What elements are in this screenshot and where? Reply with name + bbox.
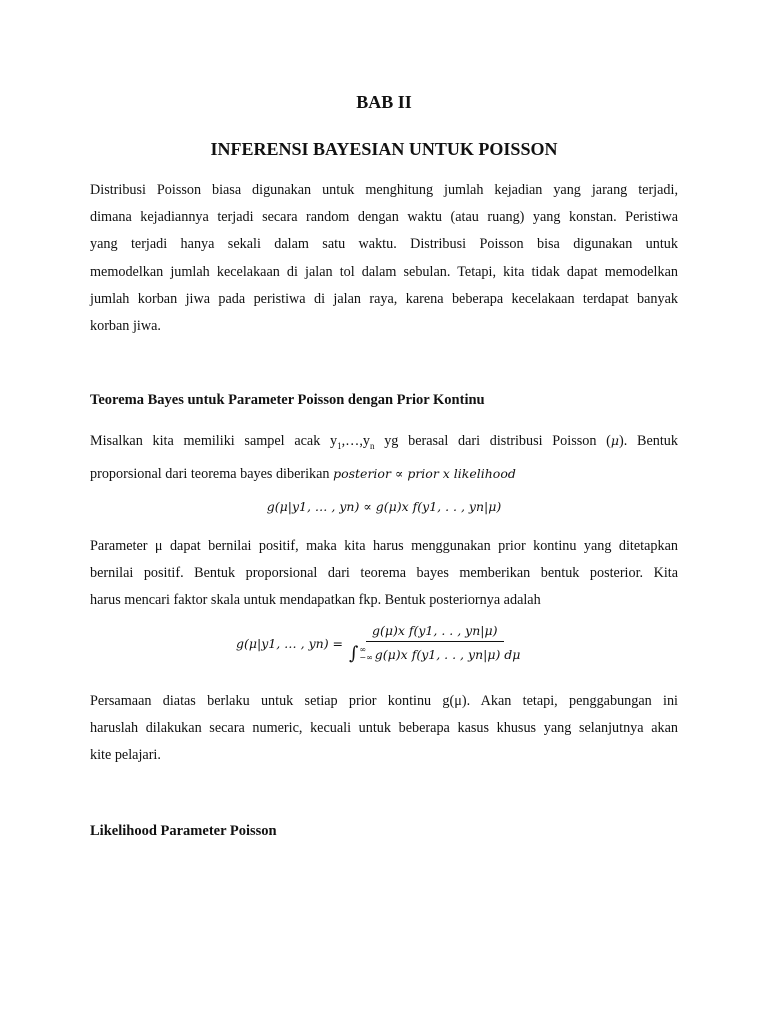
- section-heading-bayes: Teorema Bayes untuk Parameter Poisson dengan Prior Kontinu: [90, 392, 485, 408]
- intro-line: Distribusi Poisson biasa digunakan untuk menghitung jumlah kejadian yang jarang terjadi,: [90, 182, 678, 198]
- intro-line: korban jiwa.: [90, 318, 161, 335]
- chapter-title: INFERENSI BAYESIAN UNTUK POISSON: [210, 139, 558, 159]
- parameter-line: bernilai positif. Bentuk proporsional dari teorema bayes memberikan bentuk posterior. Kita: [90, 565, 678, 582]
- chapter-label: BAB II: [356, 92, 412, 112]
- numeric-line: Persamaan diatas berlaku untuk setiap prior kontinu g(μ). Akan tetapi, penggabungan ini: [90, 693, 678, 709]
- parameter-line: harus mencari faktor skala untuk mendapatkan fkp. Bentuk posteriornya adalah: [90, 592, 541, 609]
- fraction-numerator: g(μ)x f(y1, . . , yn|μ): [366, 623, 504, 642]
- parameter-paragraph: [90, 533, 678, 615]
- bayes-proportional-equation: g(μ|y1, … , yn) ∝ g(μ)x f(y1, . . , yn|μ): [266, 499, 502, 514]
- numeric-paragraph: [90, 688, 678, 770]
- intro-paragraph: [90, 177, 678, 340]
- fraction-denominator: ∫ ∞ −∞ g(μ)x f(y1, . . , yn|μ) dμ: [349, 643, 521, 664]
- intro-line: dimana kejadiannya terjadi secara random dengan waktu (atau ruang) yang konstan. Peristiwa: [90, 209, 678, 226]
- section-heading-likelihood: Likelihood Parameter Poisson: [90, 823, 277, 839]
- sample-line-1: Misalkan kita memiliki sampel acak $y_1,\dots,y_n$ yg berasal dari distribusi Poisson (μ). Bentuk: [90, 433, 678, 451]
- numeric-line: haruslah dilakukan secara numeric, kecuali untuk beberapa kasus khusus yang selanjutnya akan: [90, 720, 678, 737]
- integral-sign: ∫ ∞ −∞: [349, 643, 373, 664]
- sample-paragraph: [90, 427, 678, 488]
- proportional-formula: posterior ∝ prior x likelihood: [333, 466, 516, 482]
- intro-line: jumlah korban jiwa pada peristiwa di jalan raya, karena beberapa kecelakaan terdapat banyak: [90, 290, 678, 307]
- numeric-line: kite pelajari.: [90, 747, 161, 764]
- posterior-fraction: [347, 623, 522, 663]
- intro-line: memodelkan jumlah kecelakaan di jalan tol dalam sebulan. Tetapi, kita tidak dapat memodelkan: [90, 263, 678, 280]
- sample-line-2: proporsional dari teorema bayes diberikan posterior ∝ prior x likelihood: [90, 466, 516, 483]
- intro-line: yang terjadi hanya sekali dalam satu waktu. Distribusi Poisson bisa digunakan untuk: [90, 236, 678, 253]
- posterior-equation: [236, 623, 522, 663]
- posterior-lhs: g(μ|y1, … , yn) =: [236, 635, 344, 651]
- parameter-line: Parameter μ dapat bernilai positif, maka kita harus menggunakan prior kontinu yang ditetapkan: [90, 538, 678, 554]
